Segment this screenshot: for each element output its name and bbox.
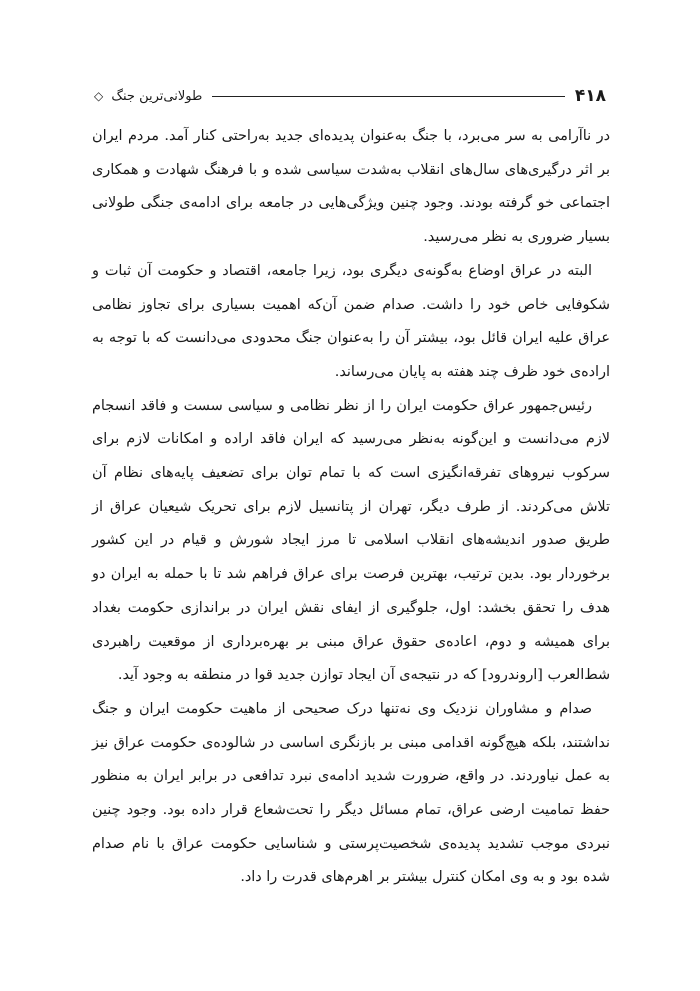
page-header (94, 84, 606, 108)
page-number: ۴۱۸ (574, 86, 606, 106)
diamond-outline-icon: ◇ (94, 89, 104, 103)
paragraph-2: البته در عراق اوضاع به‌گونه‌ی دیگری بود، زیرا جامعه، اقتصاد و حکومت آن ثبات و شکوفایی خاص خود را داشت. صدام ضمن آن‌که اهمیت بسیاری برای تجاوز نظامی عراق علیه ایران قائل بود، بیشتر آن را به‌عنوان جنگ محدودی می‌دانست که با توجه به اراده‌ی خود ظرف چند هفته به پایان می‌رساند. (92, 262, 610, 380)
running-title (94, 89, 202, 104)
running-title-text: طولانی‌ترین جنگ (111, 88, 203, 104)
header-rule (212, 96, 565, 97)
paragraph-1: در ناآرامی به سر می‌برد، با جنگ به‌عنوان پدیده‌ای جدید به‌راحتی کنار آمد. مردم ایران بر اثر درگیری‌های سال‌های انقلاب به‌شدت سیاسی شده و با فرهنگ شهادت و همکاری اجتماعی خو گرفته بودند. وجود چنین ویژگی‌هایی در جامعه برای ادامه‌ی جنگی طولانی بسیار ضروری به نظر می‌رسید. (92, 128, 610, 246)
body-text (92, 120, 610, 895)
paragraph-4: صدام و مشاوران نزدیک وی نه‌تنها درک صحیحی از ماهیت حکومت ایران و جنگ نداشتند، بلکه هیچ‌گونه اقدامی مبنی بر بازنگری اساسی در شالوده‌ی حکومت عراق نیز به عمل نیاوردند. در واقع، ضرورت شدید ادامه‌ی نبرد تدافعی در برابر ایران به منظور حفظ تمامیت ارضی عراق، تمام مسائل دیگر را تحت‌شعاع قرار داده بود. وجود چنین نبردی موجب تشدید پدیده‌ی شخصیت‌پرستی و شناسایی حکومت عراق با نام صدام شده بود و به وی امکان کنترل بیشتر بر اهرم‌های قدرت را داد. (92, 700, 610, 886)
paragraph-3: رئیس‌جمهور عراق حکومت ایران را از نظر نظامی و سیاسی سست و فاقد انسجام لازم می‌دانست و این‌گونه به‌نظر می‌رسید که ایران فاقد اراده و امکانات لازم برای سرکوب نیروهای تفرقه‌انگیزی است که با تمام توان برای تضعیف پایه‌های نظام آن تلاش می‌کردند. از طرف دیگر، تهران از پتانسیل لازم برای تحریک شیعیان عراق از طریق صدور اندیشه‌های انقلاب اسلامی تا مرز ایجاد شورش و قیام در این کشور برخوردار بود. بدین ترتیب، بهترین فرصت برای عراق فراهم شد تا با حمله به ایران دو هدف را تحقق بخشد: اول، جلوگیری از ایفای نقش ایران در براندازی حکومت بغداد برای همیشه و دوم، اعاده‌ی حقوق عراق مبنی بر بهره‌برداری از موقعیت راهبردی شط‌العرب [اروندرود] که در نتیجه‌ی آن ایجاد توازن جدید قوا در منطقه به وجود آید. (92, 397, 610, 684)
